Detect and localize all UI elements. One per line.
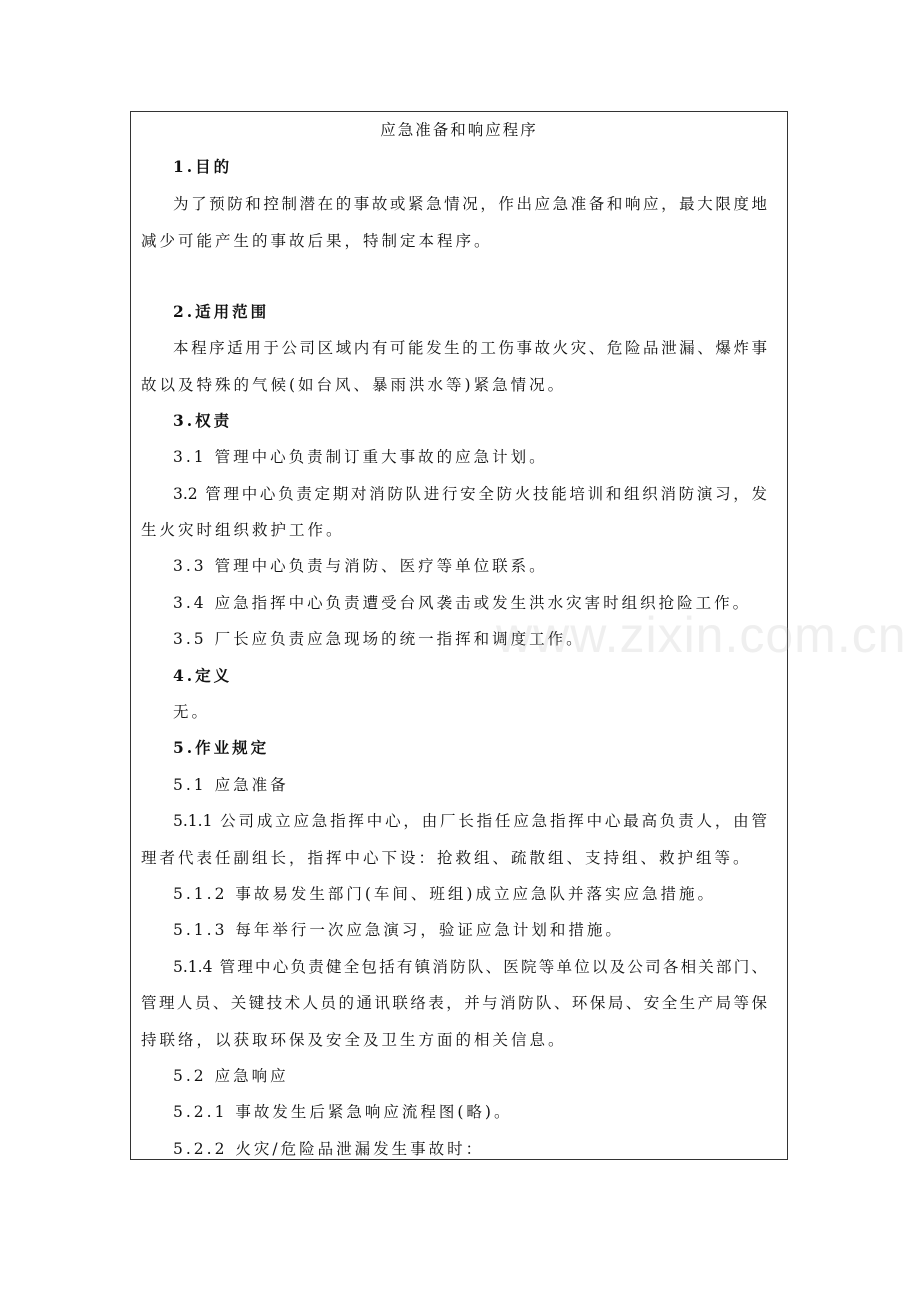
document-frame — [130, 111, 788, 1160]
body-line: 本程序适用于公司区域内有可能发生的工伤事故火灾、危险品泄漏、爆炸事 — [173, 339, 767, 357]
body-line: 持联络，以获取环保及安全及卫生方面的相关信息。 — [141, 1031, 567, 1049]
body-line: 5.1.2 事故易发生部门(车间、班组)成立应急队并落实应急措施。 — [173, 885, 716, 903]
body-line: 5.1.4 管理中心负责健全包括有镇消防队、医院等单位以及公司各相关部门、 — [173, 958, 767, 976]
body-line: 理者代表任副组长，指挥中心下设：抢救组、疏散组、支持组、救护组等。 — [141, 849, 752, 867]
watermark: www.zixin.com.cn — [496, 607, 907, 663]
body-line: 5.1 应急准备 — [173, 776, 289, 794]
body-line: 5.1.1 公司成立应急指挥中心，由厂长指任应急指挥中心最高负责人，由管 — [173, 812, 767, 830]
body-line: 5.2.2 火灾/危险品泄漏发生事故时： — [173, 1140, 485, 1158]
body-line: 5.1.3 每年举行一次应急演习，验证应急计划和措施。 — [173, 921, 624, 939]
page-title: 应急准备和响应程序 — [380, 121, 538, 139]
body-line: 无。 — [173, 703, 211, 721]
body-line: 3.4 应急指挥中心负责遭受台风袭击或发生洪水灾害时组织抢险工作。 — [173, 594, 752, 612]
body-line: 故以及特殊的气候(如台风、暴雨洪水等)紧急情况。 — [141, 376, 567, 394]
body-line: 3.3 管理中心负责与消防、医疗等单位联系。 — [173, 557, 548, 575]
section-heading: 1.目的 — [173, 157, 233, 176]
section-heading: 4.定义 — [173, 666, 233, 685]
body-line: 减少可能产生的事故后果，特制定本程序。 — [141, 232, 493, 250]
body-line: 管理人员、关键技术人员的通讯联络表，并与消防队、环保局、安全生产局等保 — [141, 994, 767, 1012]
body-line: 3.5 厂长应负责应急现场的统一指挥和调度工作。 — [173, 630, 585, 648]
body-line: 为了预防和控制潜在的事故或紧急情况，作出应急准备和响应，最大限度地 — [173, 195, 767, 213]
body-line: 3.1 管理中心负责制订重大事故的应急计划。 — [173, 448, 548, 466]
section-heading: 3.权责 — [173, 411, 233, 430]
section-heading: 5.作业规定 — [173, 738, 270, 757]
body-line: 5.2 应急响应 — [173, 1067, 289, 1085]
section-heading: 2.适用范围 — [173, 302, 270, 321]
body-line: 3.2 管理中心负责定期对消防队进行安全防火技能培训和组织消防演习，发 — [173, 485, 767, 503]
body-line: 生火灾时组织救护工作。 — [141, 521, 345, 539]
body-line: 5.2.1 事故发生后紧急响应流程图(略)。 — [173, 1103, 513, 1121]
